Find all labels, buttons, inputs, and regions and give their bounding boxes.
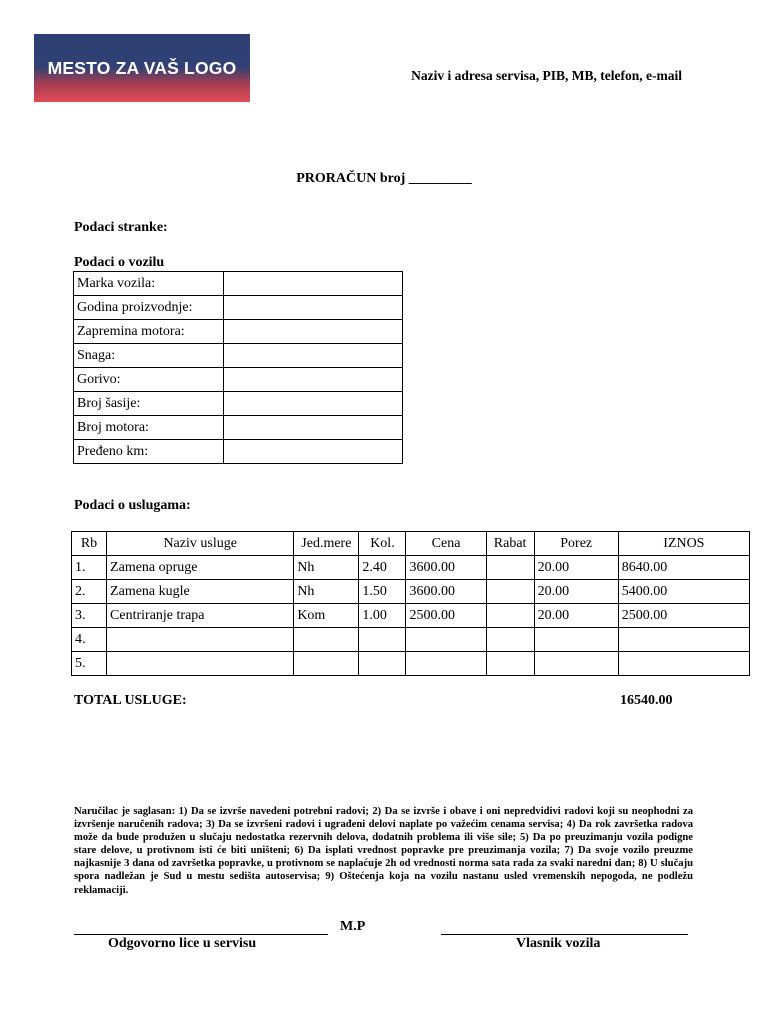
cell-porez: 20.00 xyxy=(534,556,618,580)
vehicle-row xyxy=(74,440,403,464)
table-row xyxy=(72,604,750,628)
cell-kol xyxy=(359,652,406,676)
vehicle-field-value xyxy=(224,440,403,464)
cell-porez: 20.00 xyxy=(534,580,618,604)
vehicle-field-value xyxy=(224,416,403,440)
cell-rb: 5. xyxy=(72,652,107,676)
cell-naziv-usluge: Zamena kugle xyxy=(107,580,294,604)
column-header-rabat: Rabat xyxy=(486,532,534,556)
table-row xyxy=(72,628,750,652)
cell-rabat xyxy=(486,556,534,580)
vehicle-field-label: Marka vozila: xyxy=(74,272,224,296)
column-header-iznos: IZNOS xyxy=(618,532,749,556)
cell-naziv-usluge: Zamena opruge xyxy=(107,556,294,580)
cell-kol: 1.50 xyxy=(359,580,406,604)
cell-rabat xyxy=(486,652,534,676)
service-signatory-label: Odgovorno lice u servisu xyxy=(108,936,257,951)
cell-kol: 1.00 xyxy=(359,604,406,628)
logo-text: MESTO ZA VAŠ LOGO xyxy=(47,57,237,78)
stamp-label: M.P xyxy=(340,919,366,934)
table-header-row xyxy=(72,532,750,556)
vehicle-field-value xyxy=(224,296,403,320)
vehicle-row xyxy=(74,392,403,416)
cell-iznos xyxy=(618,652,749,676)
cell-jed-mere: Kom xyxy=(294,604,359,628)
cell-rabat xyxy=(486,580,534,604)
total-value: 16540.00 xyxy=(620,693,673,708)
vehicle-row xyxy=(74,272,403,296)
column-header-jed-mere: Jed.mere xyxy=(294,532,359,556)
vehicle-field-value xyxy=(224,320,403,344)
cell-iznos: 2500.00 xyxy=(618,604,749,628)
table-row xyxy=(72,556,750,580)
vehicle-field-value xyxy=(224,344,403,368)
cell-iznos: 5400.00 xyxy=(618,580,749,604)
right-signature-line xyxy=(441,934,688,935)
cell-cena xyxy=(406,628,486,652)
vehicle-field-value xyxy=(224,368,403,392)
client-section-heading: Podaci stranke: xyxy=(74,220,168,235)
cell-cena xyxy=(406,652,486,676)
column-header-rb: Rb xyxy=(72,532,107,556)
cell-jed-mere xyxy=(294,628,359,652)
vehicle-field-label: Pređeno km: xyxy=(74,440,224,464)
column-header-porez: Porez xyxy=(534,532,618,556)
cell-porez: 20.00 xyxy=(534,604,618,628)
vehicle-section-heading: Podaci o vozilu xyxy=(74,255,165,270)
column-header-cena: Cena xyxy=(406,532,486,556)
cell-iznos: 8640.00 xyxy=(618,556,749,580)
vehicle-row xyxy=(74,416,403,440)
table-row xyxy=(72,580,750,604)
cell-cena: 3600.00 xyxy=(406,580,486,604)
cell-rb: 2. xyxy=(72,580,107,604)
column-header-kol: Kol. xyxy=(359,532,406,556)
cell-rb: 3. xyxy=(72,604,107,628)
vehicle-row xyxy=(74,296,403,320)
cell-jed-mere: Nh xyxy=(294,556,359,580)
vehicle-field-label: Snaga: xyxy=(74,344,224,368)
column-header-naziv-usluge: Naziv usluge xyxy=(107,532,294,556)
vehicle-field-value xyxy=(224,392,403,416)
cell-naziv-usluge xyxy=(107,652,294,676)
terms-text: Naručilac je saglasan: 1) Da se izvrše navedeni potrebni radovi; 2) Da se izvrše i obave i oni nepredvidivi radovi koji su neophodni za izvršenje naručenih radova; 3) Da se izvršeni radovi i ugrađeni delovi naplate po važećim cenama servisa; 4) Da rok završetka radova može da bude produžen u slučaju nedostatka rezervnih delova, dodatnih problema ili više sile; 5) Da po preuzimanju vozila podigne stare delove, u protivnom isti će biti uništeni; 6) Da isplati vrednost popravke pre preuzimanja vozila; 7) Da svoje vozilo preuzme najkasnije 3 dana od završetka popravke, u protivnom se naplaćuje 2h od vrednosti norma sata rada za svaki naredni dan; 8) U slučaju spora nadležan je Sud u mestu sedišta autoservisa; 9) Oštećenja koja na vozilu nastanu usled vremenskih nepogoda, ne podležu reklamaciji. xyxy=(74,806,693,896)
service-info: Naziv i adresa servisa, PIB, MB, telefon, e-mail xyxy=(411,68,682,83)
vehicle-row xyxy=(74,368,403,392)
vehicle-row xyxy=(74,344,403,368)
cell-naziv-usluge: Centriranje trapa xyxy=(107,604,294,628)
vehicle-field-label: Gorivo: xyxy=(74,368,224,392)
cell-cena: 3600.00 xyxy=(406,556,486,580)
cell-porez xyxy=(534,652,618,676)
vehicle-field-label: Broj šasije: xyxy=(74,392,224,416)
cell-rabat xyxy=(486,628,534,652)
cell-iznos xyxy=(618,628,749,652)
cell-rb: 1. xyxy=(72,556,107,580)
cell-porez xyxy=(534,628,618,652)
cell-naziv-usluge xyxy=(107,628,294,652)
cell-cena: 2500.00 xyxy=(406,604,486,628)
vehicle-field-label: Zapremina motora: xyxy=(74,320,224,344)
document-title: PRORAČUN broj _________ xyxy=(296,171,472,186)
cell-kol xyxy=(359,628,406,652)
services-section-heading: Podaci o uslugama: xyxy=(74,498,191,513)
total-label: TOTAL USLUGE: xyxy=(74,693,187,708)
services-table xyxy=(71,531,750,676)
vehicle-field-label: Godina proizvodnje: xyxy=(74,296,224,320)
vehicle-field-value xyxy=(224,272,403,296)
cell-jed-mere xyxy=(294,652,359,676)
cell-rb: 4. xyxy=(72,628,107,652)
cell-jed-mere: Nh xyxy=(294,580,359,604)
cell-rabat xyxy=(486,604,534,628)
vehicle-table xyxy=(73,271,403,464)
vehicle-row xyxy=(74,320,403,344)
logo-placeholder xyxy=(34,34,250,102)
table-row xyxy=(72,652,750,676)
left-signature-line xyxy=(74,934,328,935)
owner-signatory-label: Vlasnik vozila xyxy=(516,936,601,951)
cell-kol: 2.40 xyxy=(359,556,406,580)
vehicle-field-label: Broj motora: xyxy=(74,416,224,440)
